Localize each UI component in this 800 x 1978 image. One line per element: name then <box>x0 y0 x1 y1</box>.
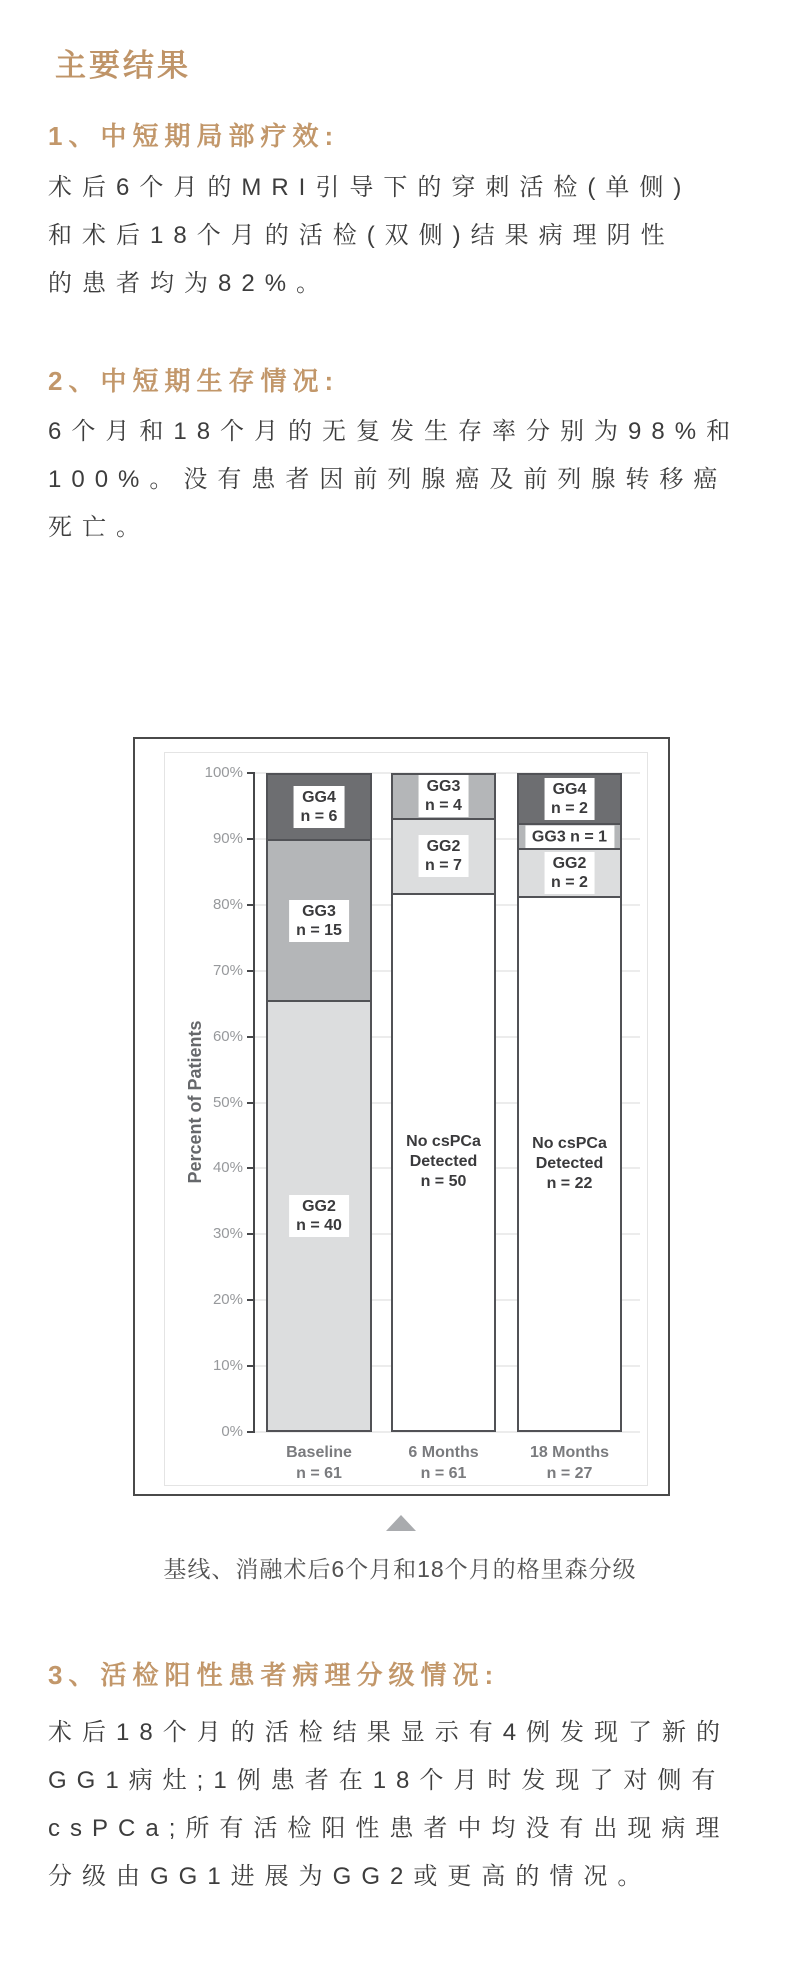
section-1-heading: 1、中短期局部疗效: <box>48 121 340 151</box>
bar-segment-no-cspca <box>393 893 494 1430</box>
section-3-heading: 3、活检阳性患者病理分级情况: <box>48 1660 500 1690</box>
segment-label: GG3 n = 1 <box>525 825 614 848</box>
section-1-paragraph: 术后6个月的MRI引导下的穿刺活检(单侧) 和术后18个月的活检(双侧)结果病理阴性 的患者均为82%。 <box>48 174 692 297</box>
bar-segment-gg3 <box>519 823 620 847</box>
segment-label: GG2 n = 7 <box>418 835 469 877</box>
bar-segment-gg2 <box>393 818 494 893</box>
segment-label: GG3 n = 4 <box>418 775 469 817</box>
bar-segment-gg3 <box>393 775 494 818</box>
bar-segment-no-cspca <box>519 896 620 1430</box>
y-tick-label: 70% <box>212 961 243 979</box>
section-3-paragraph: 术后18个月的活检结果显示有4例发现了新的 GG1病灶;1例患者在18个月时发现了对侧有 csPCa;所有活检阳性患者中均没有出现病理 分级由GG1进展为GG2或更高的情况。 <box>48 1719 731 1890</box>
y-tick-label: 60% <box>212 1027 243 1045</box>
segment-label: GG4 n = 6 <box>294 786 345 828</box>
y-tick-label: 40% <box>212 1159 243 1177</box>
bar-segment-gg4 <box>268 775 370 839</box>
bar-segment-gg3 <box>268 839 370 1000</box>
y-tick-label: 100% <box>204 764 243 781</box>
y-tick-label: 0% <box>221 1423 243 1440</box>
bar-segment-gg2 <box>519 848 620 896</box>
y-tick-label: 20% <box>212 1291 243 1309</box>
chart-plot-panel <box>164 752 648 1486</box>
segment-label: No csPCa Detected n = 50 <box>406 1133 481 1191</box>
y-tick-label: 30% <box>212 1225 243 1243</box>
caption-arrow-icon <box>386 1515 416 1531</box>
section-2-paragraph: 6个月和18个月的无复发生存率分别为98%和 100%。没有患者因前列腺癌及前列腺转移癌 死亡。 <box>48 418 741 541</box>
x-axis-label: Baseline n = 61 <box>286 1444 352 1482</box>
bar-18-months <box>517 773 622 1432</box>
segment-label: GG2 n = 2 <box>544 852 595 894</box>
y-tick-label: 10% <box>212 1357 243 1375</box>
section-2-heading: 2、中短期生存情况: <box>48 366 340 396</box>
bar-segment-gg4 <box>519 775 620 823</box>
bar-6-months <box>391 773 496 1432</box>
x-axis-label: 6 Months n = 61 <box>408 1444 479 1482</box>
bar-segment-gg2 <box>268 1000 370 1430</box>
segment-label: GG3 n = 15 <box>289 900 349 942</box>
bar-baseline <box>266 773 372 1432</box>
y-axis-title: Percent of Patients <box>185 1020 205 1184</box>
y-tick-label: 80% <box>212 895 243 913</box>
y-axis-line <box>253 772 255 1433</box>
segment-label: GG2 n = 40 <box>289 1195 349 1237</box>
page-title: 主要结果 <box>55 48 191 83</box>
segment-label: No csPCa Detected n = 22 <box>532 1135 607 1193</box>
x-axis-label: 18 Months n = 27 <box>529 1444 610 1482</box>
segment-label: GG4 n = 2 <box>544 778 595 820</box>
chart-figure <box>133 737 670 1496</box>
figure-caption: 基线、消融术后6个月和18个月的格里森分级 <box>163 1556 637 1582</box>
y-tick-label: 50% <box>212 1093 243 1111</box>
y-tick-label: 90% <box>212 829 243 847</box>
